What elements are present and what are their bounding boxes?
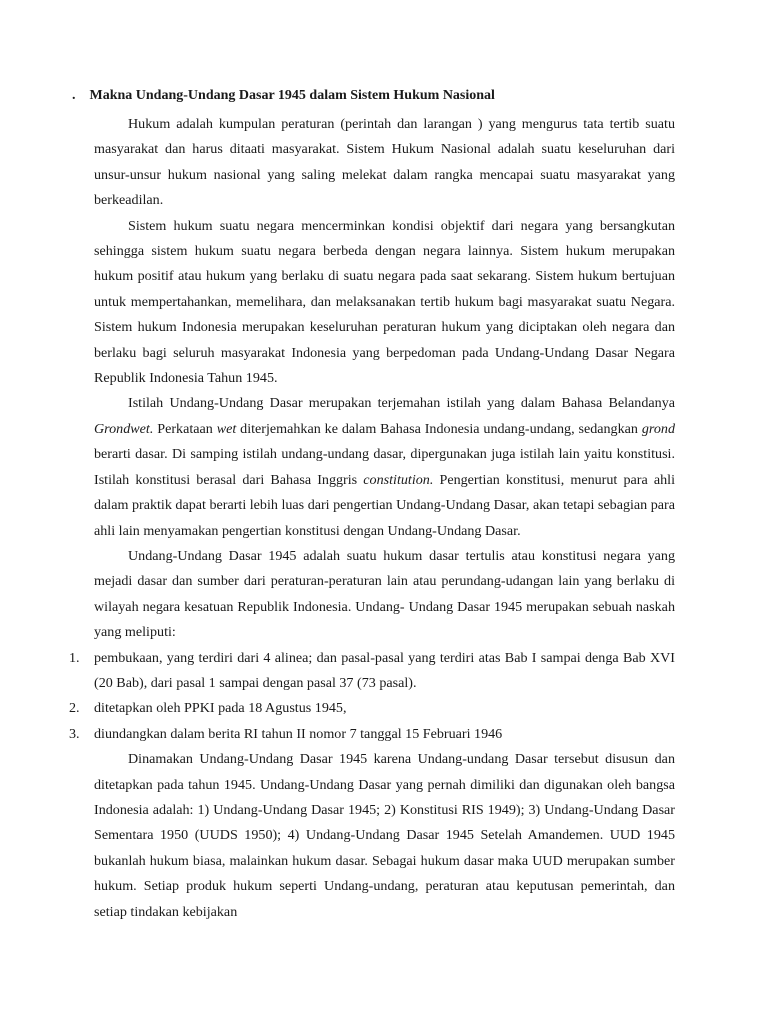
list-item <box>69 646 675 697</box>
paragraph-text-segment: Perkataan <box>153 420 217 437</box>
numbered-list <box>69 646 675 748</box>
paragraph-sistem-hukum: Sistem hukum suatu negara mencerminkan kondisi objektif dari negara yang bersangkutan sehingga sistem hukum suatu negara berbeda dengan negara lainnya. Sistem hukum merupakan hukum positif atau hukum yang berlaku di suatu negara pada saat sekarang. Sistem hukum bertujuan untuk mempertahankan, memelihara, dan melaksanakan tertib hukum bagi masyarakat suatu Negara. Sistem hukum Indonesia merupakan keseluruhan peraturan hukum yang diciptakan oleh negara dan berlaku bagi seluruh masyarakat Indonesia yang berpedoman pada Undang-Undang Dasar Negara Republik Indonesia Tahun 1945. <box>94 217 675 387</box>
list-item-text: pembukaan, yang terdiri dari 4 alinea; dan pasal-pasal yang terdiri atas Bab I sampai denga Bab XVI (20 Bab), dari pasal 1 sampai dengan pasal 37 (73 pasal). <box>94 649 675 691</box>
list-item <box>69 722 675 747</box>
list-item <box>69 696 675 721</box>
section-heading <box>72 86 692 106</box>
paragraph-istilah-uud <box>94 391 675 543</box>
italic-term-grondwet: Grondwet. <box>94 420 154 437</box>
italic-term-grond: grond <box>641 420 675 437</box>
italic-term-wet: wet <box>216 420 237 437</box>
paragraph-uud-1945: Undang-Undang Dasar 1945 adalah suatu hukum dasar tertulis atau konstitusi negara yang mejadi dasar dan sumber dari peraturan-peraturan lain atau perundang-udangan lain yang berlaku di wilayah negara kesatuan Republik Indonesia. Undang- Undang Dasar 1945 merupakan sebuah naskah yang meliputi: <box>94 547 675 641</box>
paragraph-text-segment: Istilah Undang-Undang Dasar merupakan terjemahan istilah yang dalam Bahasa Belandanya <box>128 395 675 412</box>
italic-term-constitution: constitution. <box>363 471 434 488</box>
paragraph-text-segment: diterjemahkan ke dalam Bahasa Indonesia undang-undang, sedangkan <box>236 420 642 437</box>
heading-title: Makna Undang-Undang Dasar 1945 dalam Sistem Hukum Nasional <box>89 88 495 103</box>
list-item-text: diundangkan dalam berita RI tahun II nomor 7 tanggal 15 Februari 1946 <box>94 725 503 742</box>
paragraph-text-segment: Pengertian konstitusi, menurut para ahli dalam praktik dapat berarti lebih luas dari pengertian Undang-Undang Dasar, akan tetapi sebagian para ahli lain menyamakan pengertian konstitusi dengan Undang-Undang Dasar. <box>94 471 675 539</box>
heading-number: . <box>72 88 76 103</box>
paragraph-text-segment: berarti dasar. Di samping istilah undang-undang dasar, dipergunakan juga istilah lain yaitu konstitusi. Istilah konstitusi berasal dari Bahasa Inggris <box>94 446 675 488</box>
paragraph-definition-hukum: Hukum adalah kumpulan peraturan (perintah dan larangan ) yang mengurus tata tertib suatu masyarakat dan harus ditaati masyarakat. Sistem Hukum Nasional adalah suatu keseluruhan dari unsur-unsur hukum nasional yang saling melekat dalam rangka mencapai suatu masyarakat yang berkeadilan. <box>94 116 675 209</box>
document-body <box>69 112 675 925</box>
list-item-number: 1. <box>69 649 80 666</box>
paragraph-dinamakan: Dinamakan Undang-Undang Dasar 1945 karena Undang-undang Dasar tersebut disusun dan ditetapkan pada tahun 1945. Undang-Undang Dasar yang pernah dimiliki dan digunakan oleh bangsa Indonesia adalah: 1) Undang-Undang Dasar 1945; 2) Konstitusi RIS 1949); 3) Undang-Undang Dasar Sementara 1950 (UUDS 1950); 4) Undang-Undang Dasar 1945 Setelah Amandemen. UUD 1945 bukanlah hukum biasa, malainkan hukum dasar. Sebagai hukum dasar maka UUD merupakan sumber hukum. Setiap produk hukum seperti Undang-undang, peraturan atau keputusan pemerintah, dan setiap tindakan kebijakan <box>94 751 675 920</box>
list-item-text: ditetapkan oleh PPKI pada 18 Agustus 1945, <box>94 700 347 717</box>
list-item-number: 2. <box>69 700 80 717</box>
list-item-number: 3. <box>69 725 80 742</box>
